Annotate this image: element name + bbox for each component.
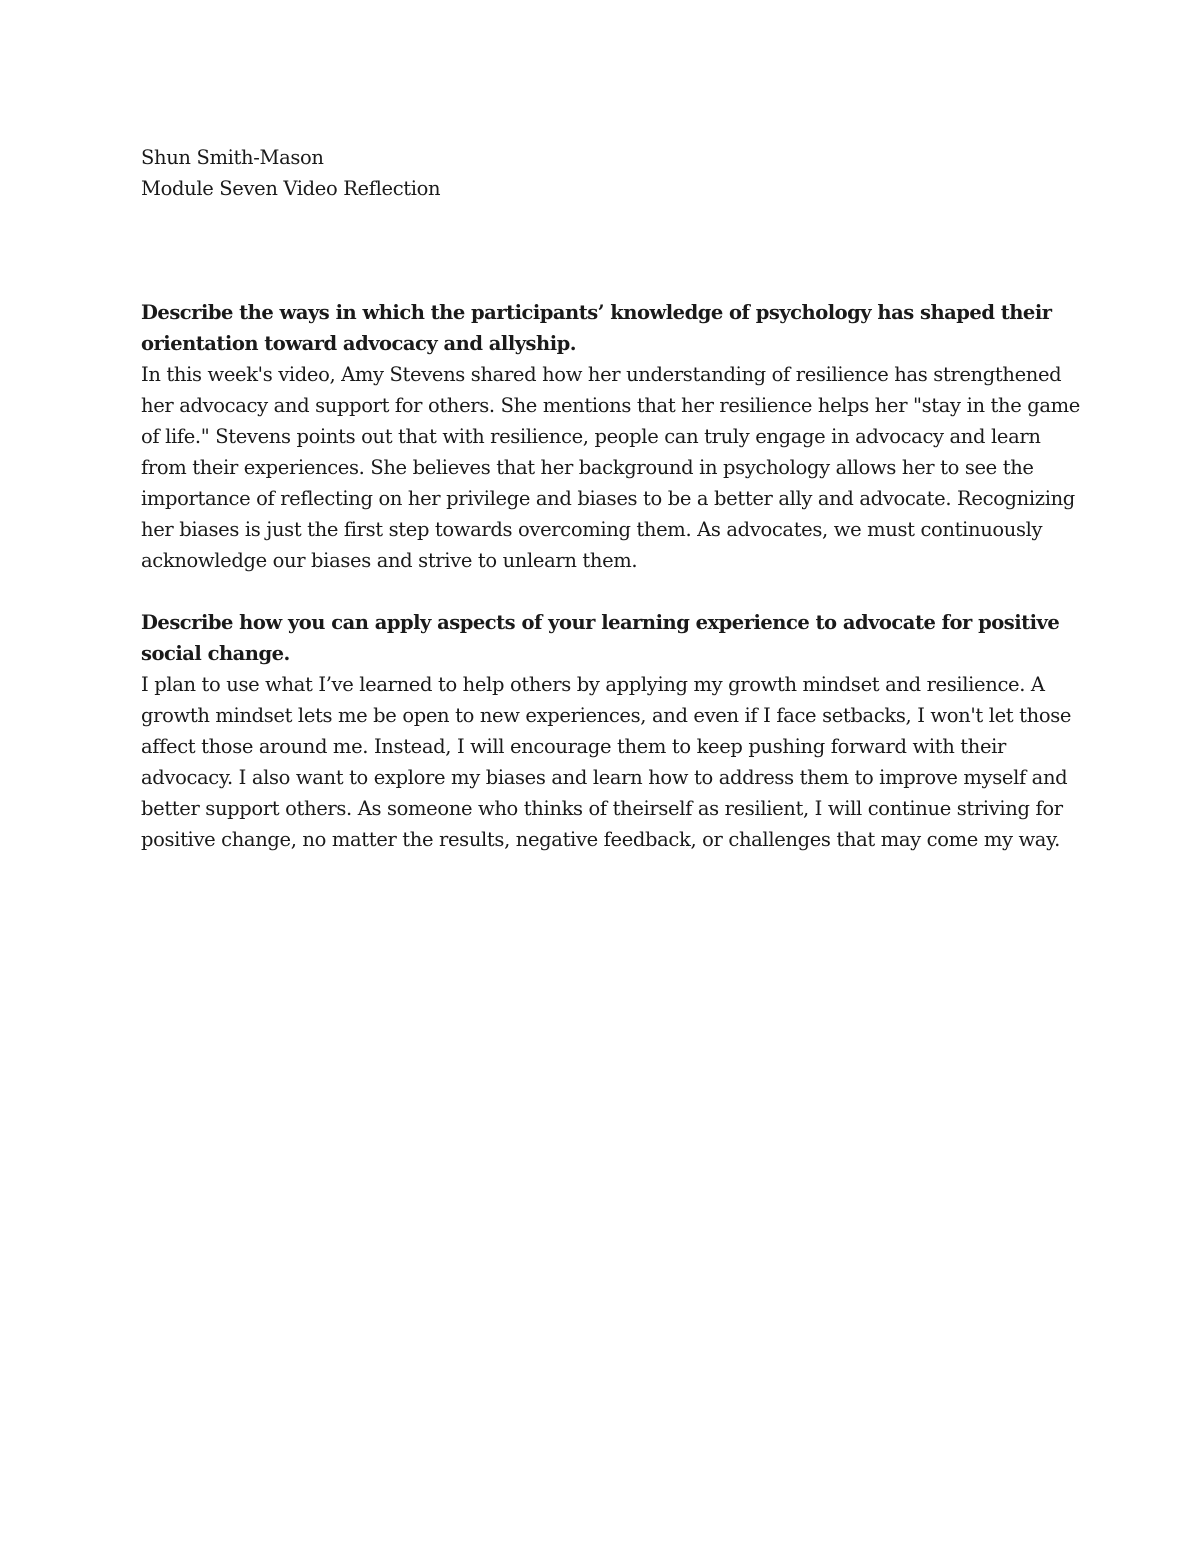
section-spacer	[141, 576, 1066, 607]
answer-line: from their experiences. She believes that her background in psychology allows her to see the	[141, 456, 1034, 479]
answer-line: positive change, no matter the results, negative feedback, or challenges that may come my way.	[141, 828, 1061, 851]
question-line: Describe how you can apply aspects of your learning experience to advocate for positive	[141, 611, 1060, 634]
section-1	[141, 297, 1080, 576]
document-body	[141, 142, 1080, 855]
answer-line: advocacy. I also want to explore my biases and learn how to address them to improve myself and	[141, 766, 1068, 789]
section-2-answer	[141, 669, 1072, 855]
section-1-answer	[141, 359, 1080, 576]
answer-line: importance of reflecting on her privilege and biases to be a better ally and advocate. Recognizing	[141, 487, 1075, 510]
answer-line: her advocacy and support for others. She mentions that her resilience helps her "stay in the game	[141, 394, 1080, 417]
answer-line: of life." Stevens points out that with resilience, people can truly engage in advocacy and learn	[141, 425, 1041, 448]
answer-line: In this week's video, Amy Stevens shared how her understanding of resilience has strengthened	[141, 363, 1062, 386]
answer-line: affect those around me. Instead, I will encourage them to keep pushing forward with their	[141, 735, 1007, 758]
author-name: Shun Smith-Mason	[141, 146, 324, 169]
section-2	[141, 607, 1072, 855]
question-line: orientation toward advocacy and allyship.	[141, 332, 577, 355]
document-header	[141, 142, 1066, 204]
section-1-question	[141, 297, 1066, 359]
document-title: Module Seven Video Reflection	[141, 177, 441, 200]
answer-line: her biases is just the first step towards overcoming them. As advocates, we must continuously	[141, 518, 1043, 541]
question-line: social change.	[141, 642, 290, 665]
answer-line: I plan to use what I’ve learned to help others by applying my growth mindset and resilience. A	[141, 673, 1045, 696]
answer-line: acknowledge our biases and strive to unlearn them.	[141, 549, 638, 572]
question-line: Describe the ways in which the participants’ knowledge of psychology has shaped their	[141, 301, 1052, 324]
answer-line: growth mindset lets me be open to new experiences, and even if I face setbacks, I won't let those	[141, 704, 1072, 727]
answer-line: better support others. As someone who thinks of theirself as resilient, I will continue striving for	[141, 797, 1063, 820]
section-2-question	[141, 607, 1066, 669]
